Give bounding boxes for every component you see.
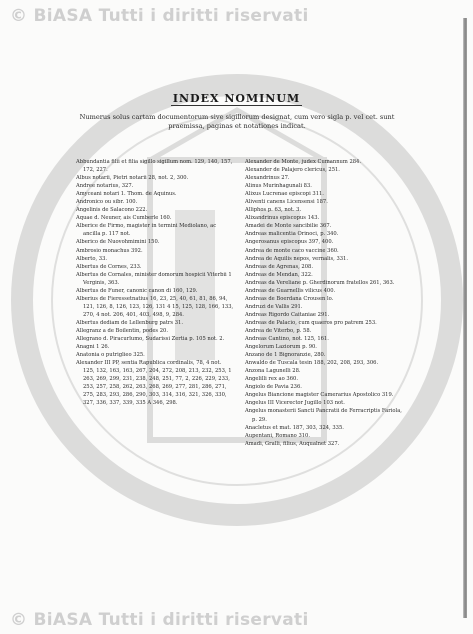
index-entry: Angelus monasterii Sancti Pancratii de Ferracriptis Fariola, p. 29. [245,408,402,423]
index-entry: Alberius de Fieressetnatius 16, 23, 25, 40, 61, 81, 86, 94, 121, 126, 8, 126, 123, 126, 131 4 15, 125, 128, 166, 133, 270, 4 not. 206, 401, 403, 498, 9, 284. [76,295,234,318]
index-entry: Anacletus et mat. 187, 303, 324, 335. [245,424,344,431]
copyright-watermark-bottom: © BiASA Tutti i diritti riservati [10,610,309,630]
index-entry: Anzano de 1 Bignoranzie, 280. [245,352,326,359]
index-entry: Angelus Biancione magister Camerarius Apostolico 319. [245,392,394,399]
index-entry: Anzona Lagunelli 28. [245,368,301,375]
index-entry: Angiolo de Pavia 236. [245,384,302,391]
index-entry: Andruzi de Vallis 291. [245,303,303,310]
index-entry: Angelilli rex ao 360. [245,376,298,383]
page-edge-shadow [463,18,467,618]
index-entry: Anagni 1 26. [76,344,110,351]
index-entry: Andreas malicentia Orinoci, p. 340. [245,231,339,238]
index-entry: Andreas de Agrenas, 208. [245,263,313,270]
index-entry: Angerosanus episcopus 397, 400. [245,239,334,246]
index-entry: Andronico ou sibr. 100. [76,199,138,206]
index-title: INDEX NOMINUM [172,92,301,105]
index-entry: Alberico de Nuovohmimini 150. [76,239,160,246]
index-subtitle: Numerus solus cartam documentorum sive sigillorum designat, cum vero sigla p. vel cet. sunt praemissa, paginas et notationes indicat. [79,113,395,130]
index-entry: Amadi, Gralli, filius, Auqualnet 327. [245,440,340,447]
index-entry: Anatonia o putriglieo 325. [76,352,145,359]
index-entry: Angelinis de Salacono 222. [76,207,148,214]
index-entry: Ambrosio monachus 392. [76,247,143,254]
index-entry: Aupentani, Romano 310. [245,432,310,439]
index-entry: Andrea de monte caco vaccine 360. [245,247,339,254]
index-entry: Albertus dediam de Lellenburg patrs 31. [76,319,183,326]
index-entry: Andrea de Aquilis nepos, vernalis, 331. [245,255,348,262]
index-entry: Alixandrinus episcopus 143. [245,215,320,222]
index-entry: Alliphos p. 63, not. 3. [245,207,302,214]
index-entry: Albertus de Cornales, minister domorum hospicii Viterbii 1 Verginis, 363. [76,271,232,286]
index-entry: Anwaldo de Tuscala tesin 188, 202, 208, 293, 306. [245,360,379,367]
index-entry: Alberto, 33. [76,255,108,262]
index-entry: Andreas de Palacio, cum quaeros pro patrem 253. [245,319,377,326]
index-entry: Alinus Murinhagunali 83. [245,183,312,190]
index-entry: Aliventi canens Licensensi 187. [245,199,328,206]
index-entry: Andreas de Guarnellis vilicus 400. [245,287,336,294]
index-entry: Amyceani notari 1. Thom. de Aquinus. [76,191,177,198]
index-entry: Alixus Lucrenae episcopi 311. [245,191,324,198]
index-column-left [76,158,234,407]
index-column-right [245,158,403,448]
index-entry: Andreas Cantino, not. 125, 161. [245,336,329,343]
index-entry: Andreas de Mendan, 322. [245,271,313,278]
index-entry: Aquae d. Neuner, ais Cumberle 160. [76,215,172,222]
index-entry: Andreas da Vereliane p. Gherdinorum fratellos 261, 363. [245,279,395,286]
index-entry: Albus notarii, Pietri notarii 28, not. 2, 300. [76,175,189,182]
index-entry: Angelorum Laziorum p. 90. [245,344,317,351]
index-entry: Albertus de Funer, canonic canon di 160, 129. [76,287,198,294]
index-entry: Alberice de Firmo, magister in termini Mediolano, ac ancilla p. 117 not. [76,223,217,238]
index-entry: Alexandrinus 27. [245,175,290,182]
copyright-watermark-top: © BiASA Tutti i diritti riservati [10,6,309,26]
index-entry: Abbundantia filii et filia sigillo sigillum nom. 129, 140, 157, 172, 227. [76,159,233,174]
index-entry: Alexander de Monte, judex Cumannum 284. [245,159,361,165]
index-entry: Andrea de Viterbo, p. 58. [245,327,312,334]
index-entry: Amadei de Monte sancibilie 367. [245,223,332,230]
index-entry: Angelus III Vicerector Jugillo 103 not. [245,400,345,407]
index-entry: Allegrano d. Piracurlumo, Sudarissi Zertia p. 105 not. 2. [76,336,225,343]
index-entry: Alexander de Palajero clericus, 251. [245,167,340,174]
index-entry: Allegranz a de Boilentin, podes 20. [76,327,168,334]
index-entry: Andree notarius, 327. [76,183,134,190]
index-entry: Alexander III PP, sentia Rapublica cordinalis, 78, 4 not. 125, 132, 163, 163, 267, 204, 272, 208, 213, 232, 253, 1 263, 269, 299, 231, 238, 248, 251, 77, 2, 226, 229, 233, 253, 257, 258, 262, 263, 268, 269, 277, 281, 286, 271, 275, 283, 293, 286, 290, 303, 314, 316, 321, 326, 330, 327, 336, 337, 339, 335 A 346, 298. [76,360,232,407]
index-entry: Andreas de Boerdana Crousen lo. [245,295,334,302]
index-entry: Andreas Rigordo Caitaniae 291. [245,311,330,318]
index-entry: Albertus de Cornes, 233. [76,263,142,270]
